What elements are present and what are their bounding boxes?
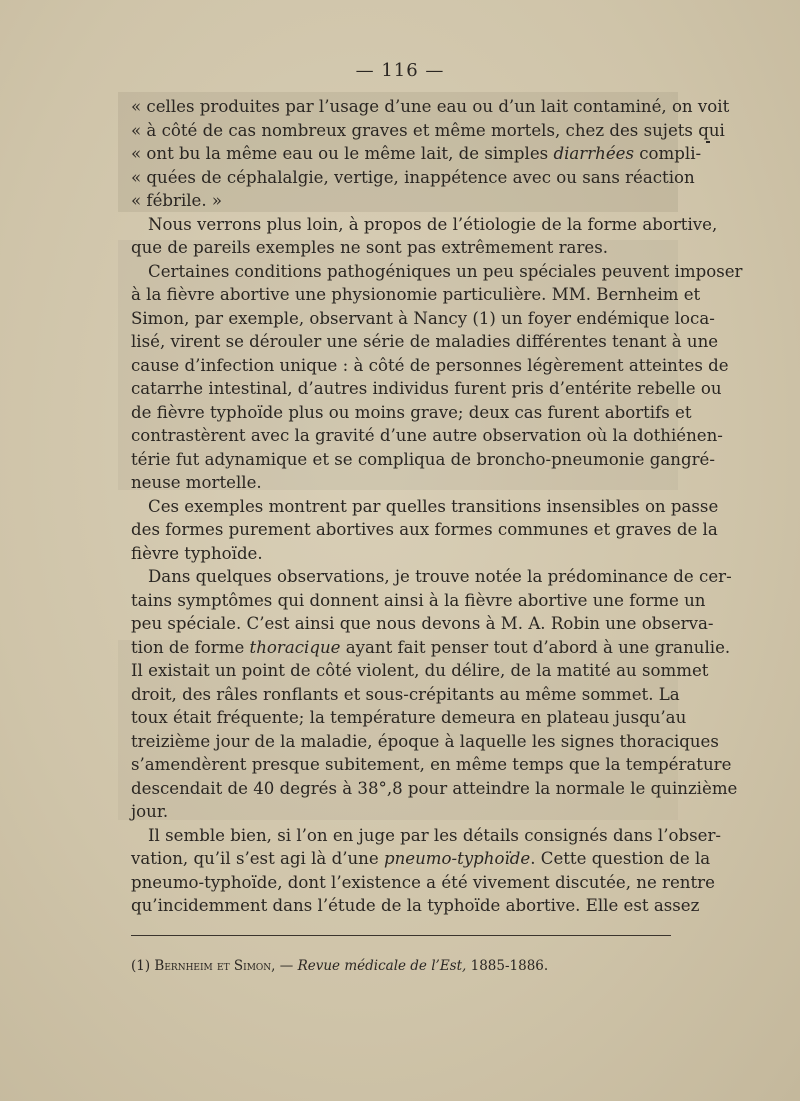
text-line: Ces exemples montrent par quelles transitions insensibles on passe: [148, 496, 719, 516]
footnote-dash: —: [275, 958, 298, 974]
text-line: s’amendèrent presque subitement, en même temps que la température: [131, 755, 732, 774]
text-line: pneumo-typhoïde, dont l’existence a été vivement discutée, ne rentre: [131, 872, 715, 892]
footnote-years: 1885-1886.: [466, 958, 549, 974]
footnote-divider: [131, 935, 671, 936]
text-line: treizième jour de la maladie, époque à laquelle les signes thoraciques: [131, 731, 719, 751]
text-line: térie fut adynamique et se compliqua de broncho-pneumonie gangré-: [131, 449, 715, 469]
text-line: jour.: [131, 802, 169, 821]
text-line: qu’incidemment dans l’étude de la typhoïde abortive. Elle est assez: [131, 896, 700, 915]
text-line: peu spéciale. C’est ainsi que nous devons à M. A. Robin une observa-: [131, 614, 714, 633]
text-line: « fébrile. »: [131, 191, 223, 210]
text-line: des formes purement abortives aux formes communes et graves de la: [131, 520, 718, 539]
footnote-number: (1): [131, 958, 155, 974]
text-line: Simon, par exemple, observant à Nancy (1) un foyer endémique loca-: [131, 308, 715, 328]
text-line: cause d’infection unique : à côté de personnes légèrement atteintes de: [131, 355, 729, 375]
text-line: descendait de 40 degrés à 38°,8 pour atteindre la normale le quinzième: [131, 778, 738, 798]
text-line: « ont bu la même eau ou le même lait, de simples diarrhées compli-: [131, 144, 702, 163]
footnote-journal: Revue médicale de l’Est,: [297, 958, 467, 974]
text-line: à la fièvre abortive une physionomie particulière. MM. Bernheim et: [131, 285, 701, 304]
text-line: vation, qu’il s’est agi là d’une pneumo-typhoïde. Cette question de la: [131, 849, 711, 868]
text-line: contrastèrent avec la gravité d’une autre observation où la dothiénen-: [131, 426, 723, 445]
text-line: Il existait un point de côté violent, du délire, de la matité au sommet: [131, 661, 709, 680]
text-line: neuse mortelle.: [131, 473, 262, 492]
text-line: « quées de céphalalgie, vertige, inappétence avec ou sans réaction: [131, 167, 695, 187]
text-line: fièvre typhoïde.: [131, 543, 263, 563]
text-line: tains symptômes qui donnent ainsi à la fièvre abortive une forme un: [131, 590, 706, 610]
text-line: lisé, virent se dérouler une série de maladies différentes tenant à une: [131, 332, 719, 351]
margin-mark: [706, 141, 710, 143]
text-line: Dans quelques observations, je trouve notée la prédominance de cer-: [148, 567, 732, 586]
footnote: [131, 958, 548, 974]
text-line: « à côté de cas nombreux graves et même mortels, chez des sujets qui: [131, 120, 725, 140]
text-line: Il semble bien, si l’on en juge par les détails consignés dans l’obser-: [148, 825, 722, 845]
text-line: « celles produites par l’usage d’une eau ou d’un lait contaminé, on voit: [131, 97, 730, 116]
text-line: toux était fréquente; la température demeura en plateau jusqu’au: [131, 708, 687, 727]
footnote-authors: Bernheim et Simon,: [154, 958, 276, 974]
text-line: droit, des râles ronflants et sous-crépitants au même sommet. La: [131, 684, 680, 704]
text-line: que de pareils exemples ne sont pas extrêmement rares.: [131, 238, 608, 257]
text-line: catarrhe intestinal, d’autres individus furent pris d’entérite rebelle ou: [131, 379, 722, 398]
text-line: Certaines conditions pathogéniques un peu spéciales peuvent imposer: [148, 261, 743, 281]
page-number: — 116 —: [355, 60, 445, 81]
body-text: [131, 95, 743, 918]
text-line: tion de forme thoracique ayant fait penser tout d’abord à une granulie.: [131, 637, 731, 657]
text-line: Nous verrons plus loin, à propos de l’étiologie de la forme abortive,: [148, 214, 718, 234]
text-line: de fièvre typhoïde plus ou moins grave; deux cas furent abortifs et: [131, 402, 692, 422]
